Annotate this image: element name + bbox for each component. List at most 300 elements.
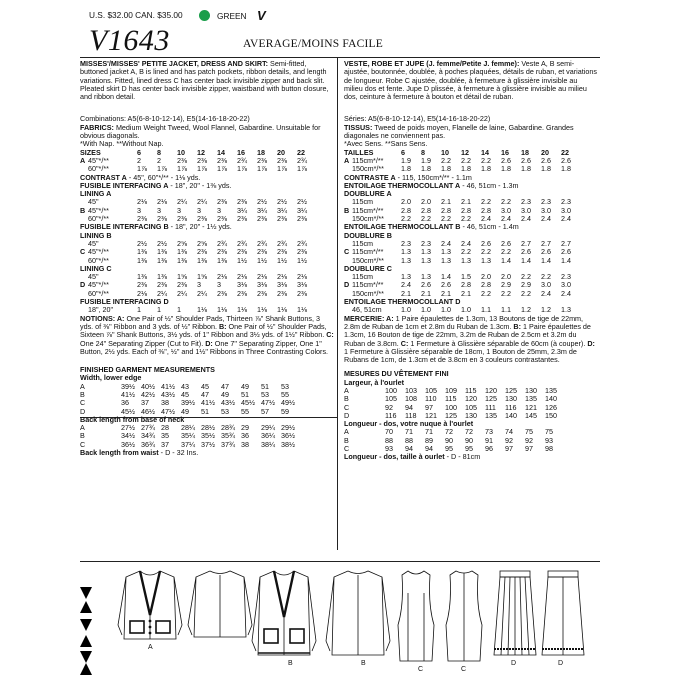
measurement-cell: 135: [485, 410, 497, 420]
amount-cell: 1½: [297, 255, 307, 265]
amount-cell: 2.4: [521, 214, 531, 224]
measurement-cell: 145: [525, 410, 537, 420]
amount-cell: 2.1: [461, 288, 471, 298]
amount-cell: 2⅜: [217, 155, 227, 165]
finished-measurements-title: MESURES DU VÊTEMENT FINI: [344, 369, 449, 379]
waist-length-title: Longueur - dos, taille à ourlet: [344, 452, 445, 462]
measurement-cell: 71: [405, 427, 413, 437]
amount-cell: 1⅛: [257, 305, 267, 315]
bold-run: C:: [400, 338, 409, 348]
measurement-cell: 46½: [141, 406, 155, 416]
measurement-cell: 49: [241, 381, 249, 391]
section-line: [80, 298, 334, 306]
text-run: 1 Fermeture à Glissière séparable de 18cm, 1 Bouton de 25mm, 2.3m de Rubans de 1cm, de 1.3cm et de 3.8cm en 3 couleurs contrastantes.: [344, 346, 577, 365]
measurement-cell: 70: [385, 427, 393, 437]
size-heading: 22: [297, 147, 305, 157]
amount-cell: 1⅜: [157, 272, 167, 282]
amount-cell: 2¾: [237, 238, 247, 248]
measurement-cell: 74: [505, 427, 513, 437]
amount-cell: 2.2: [461, 214, 471, 224]
section-title: DOUBLURE A: [344, 189, 392, 199]
amount-cell: 2.4: [481, 214, 491, 224]
amount-cell: 2.2: [501, 197, 511, 207]
size-heading: 8: [421, 147, 425, 157]
amount-cell: 3¼: [277, 205, 287, 215]
amount-cell: 2⅝: [197, 238, 207, 248]
measurement-cell: 125: [505, 385, 517, 395]
measurement-cell: 95: [445, 444, 453, 454]
waist-length-value: - D - 81cm: [444, 452, 481, 462]
amount-cell: 2.2: [441, 214, 451, 224]
text-run: 1 Paire épaulettes de 1.3cm, 16 Bouton de tige de 22mm, 3.2m de Ruban de 2.5cm et 3.2m du Ruban de 3.8cm.: [344, 321, 591, 348]
amount-cell: 2⅜: [237, 197, 247, 207]
section-title: FUSIBLE INTERFACING A: [80, 180, 169, 190]
section-line: [80, 223, 334, 231]
measurement-cell: 49: [181, 406, 189, 416]
nap-note: *With Nap. **Without Nap.: [80, 139, 164, 149]
amount-cell: 2.6: [501, 238, 511, 248]
measurement-cell: 53: [221, 406, 229, 416]
amount-cell: 2⅛: [277, 272, 287, 282]
fabric-width: 46, 51cm: [352, 305, 382, 315]
amount-cell: 2½: [137, 238, 147, 248]
view-letter: B: [80, 205, 86, 215]
amount-cell: 1.0: [461, 305, 471, 315]
bold-run: D:: [587, 338, 595, 348]
measurement-cell: 45½: [121, 406, 135, 416]
amount-cell: 2.2: [421, 214, 431, 224]
amount-cell: 2.1: [421, 288, 431, 298]
measurement-cell: 47: [201, 389, 209, 399]
prices: U.S. $32.00 CAN. $35.00: [89, 10, 183, 20]
amount-cell: 1.3: [421, 255, 431, 265]
amount-cell: 1.5: [461, 272, 471, 282]
amount-cell: 2.1: [441, 197, 451, 207]
amount-cell: 2.3: [541, 197, 551, 207]
measurement-cell: 75: [545, 427, 553, 437]
view-letter: A: [80, 155, 86, 165]
section-line: [80, 265, 334, 273]
amount-cell: 1⅛: [217, 305, 227, 315]
yardage-row: [80, 281, 334, 289]
yardage-row: [80, 215, 334, 223]
amount-cell: 2⅜: [157, 280, 167, 290]
measurement-cell: 105: [425, 385, 437, 395]
measurement-cell: 36: [121, 398, 129, 408]
notions: [80, 315, 334, 356]
amount-cell: 1⅞: [177, 164, 187, 174]
amount-cell: 2⅛: [137, 288, 147, 298]
yardage-row: [344, 290, 598, 298]
measurement-cell: 36½: [281, 431, 295, 441]
view-letter: A: [80, 381, 85, 391]
amount-cell: 2.6: [521, 247, 531, 257]
finished-measurements-title: FINISHED GARMENT MEASUREMENTS: [80, 365, 215, 375]
amount-cell: 1⅜: [137, 247, 147, 257]
view-letter: A: [344, 385, 349, 395]
measurement-cell: 29¼: [261, 423, 275, 433]
measurement-cell: 28¼: [181, 423, 195, 433]
amount-cell: 1⅞: [237, 164, 247, 174]
combinations-line: Combinations: A5(6-8-10-12-14), E5(14-16-18-20-22): [80, 114, 250, 124]
size-heading: 12: [197, 147, 205, 157]
measurement-cell: 75: [525, 427, 533, 437]
view-letter: C: [80, 439, 86, 449]
measurement-row: [80, 408, 334, 416]
garment-illustrations: [78, 565, 600, 677]
amount-cell: 2¾: [217, 238, 227, 248]
measurement-cell: 110: [425, 394, 437, 404]
yardage-row: [80, 257, 334, 265]
measurement-cell: 28¾: [221, 423, 235, 433]
amount-cell: 1.8: [401, 164, 411, 174]
section-title: FUSIBLE INTERFACING D: [80, 297, 169, 307]
amount-cell: 1.0: [421, 305, 431, 315]
measurement-cell: 41½: [161, 381, 175, 391]
size-heading: 10: [441, 147, 449, 157]
fabric-width: 45"*/**: [88, 247, 109, 257]
amount-cell: 2.2: [461, 155, 471, 165]
bold-run: B:: [513, 321, 521, 331]
measurement-cell: 125: [445, 410, 457, 420]
yardage-row: [80, 306, 334, 314]
yardage-row: [80, 273, 334, 281]
measurement-cell: 121: [525, 402, 537, 412]
notions: [344, 315, 598, 365]
amount-cell: 1: [157, 305, 161, 315]
section-detail: - 18", 20" - 1½ yds.: [168, 222, 232, 232]
text-run: Medium Weight Tweed, Wool Flannel, Gabardine. Unsuitable for obvious diagonals.: [80, 122, 321, 141]
measurement-cell: 97: [425, 402, 433, 412]
amount-cell: 2.6: [421, 280, 431, 290]
amount-cell: 2⅜: [177, 155, 187, 165]
fabric-width: 115cm: [352, 238, 374, 248]
measurement-cell: 45: [181, 389, 189, 399]
amount-cell: 2⅜: [197, 247, 207, 257]
view-letter: D: [80, 280, 86, 290]
measurement-cell: 73: [485, 427, 493, 437]
sizes-label: TAILLES: [344, 147, 374, 157]
amount-cell: 2.2: [521, 288, 531, 298]
amount-cell: 2⅜: [137, 280, 147, 290]
english-column: [80, 60, 334, 457]
measurement-cell: 43: [181, 381, 189, 391]
size-heading: 20: [541, 147, 549, 157]
measurement-cell: 90: [445, 435, 453, 445]
bold-run: TISSUS:: [344, 122, 373, 132]
amount-cell: 2.6: [481, 238, 491, 248]
section-detail: - 46, 51cm - 1.3m: [460, 180, 519, 190]
amount-cell: 1.8: [481, 164, 491, 174]
measurement-cell: 39½: [181, 398, 195, 408]
view-letter: A: [344, 155, 350, 165]
amount-cell: 1.0: [401, 305, 411, 315]
figure-label: A: [148, 644, 153, 651]
description: [80, 60, 334, 101]
amount-cell: 2.8: [441, 205, 451, 215]
measurement-cell: 35: [161, 431, 169, 441]
amount-cell: 2.3: [421, 238, 431, 248]
amount-cell: 1⅜: [137, 255, 147, 265]
amount-cell: 1: [177, 305, 181, 315]
measurement-cell: 45½: [241, 398, 255, 408]
view-letter: A: [80, 423, 85, 433]
amount-cell: 1.8: [501, 164, 511, 174]
section-title: DOUBLURE B: [344, 230, 392, 240]
measurement-cell: 41½: [121, 389, 135, 399]
amount-cell: 2: [137, 155, 141, 165]
measurement-cell: 92: [525, 435, 533, 445]
amount-cell: 1.3: [481, 255, 491, 265]
measurement-cell: 36¾: [141, 439, 155, 449]
measurement-cell: 59: [281, 406, 289, 416]
view-letter: D: [344, 410, 350, 420]
amount-cell: 1.9: [421, 155, 431, 165]
amount-cell: 2¾: [277, 238, 287, 248]
bold-run: D:: [205, 338, 213, 348]
measurement-cell: 88: [405, 435, 413, 445]
bold-run: NOTIONS: A:: [80, 313, 125, 323]
amount-cell: 2.2: [481, 247, 491, 257]
combinations-line: Séries: A5(6-8-10-12-14), E5(14-16-18-20-22): [344, 114, 491, 124]
measurement-cell: 37: [161, 439, 169, 449]
measurement-cell: 94: [405, 444, 413, 454]
measurement-cell: 35¾: [221, 431, 235, 441]
amount-cell: 1⅜: [157, 247, 167, 257]
amount-cell: 1.2: [521, 305, 531, 315]
spacer: [344, 101, 598, 115]
amount-cell: 2.8: [481, 280, 491, 290]
measurement-cell: 116: [385, 410, 397, 420]
amount-cell: 1⅝: [177, 272, 187, 282]
amount-cell: 1.3: [441, 255, 451, 265]
view-letter: B: [344, 205, 350, 215]
amount-cell: 1⅞: [297, 164, 307, 174]
measurement-cell: 121: [425, 410, 437, 420]
amount-cell: 3.0: [501, 205, 511, 215]
section-title: DOUBLURE C: [344, 263, 392, 273]
amount-cell: 2.2: [521, 272, 531, 282]
amount-cell: 2⅜: [237, 288, 247, 298]
measurement-cell: 27¾: [141, 423, 155, 433]
amount-cell: 2⅛: [217, 272, 227, 282]
yardage-row: [344, 165, 598, 173]
amount-cell: 1⅝: [197, 272, 207, 282]
amount-cell: 2⅜: [297, 247, 307, 257]
measurement-cell: 90: [465, 435, 473, 445]
amount-cell: 1.4: [561, 255, 571, 265]
amount-cell: 3.0: [541, 280, 551, 290]
sizes-header-row: [80, 149, 334, 157]
amount-cell: 1⅜: [137, 272, 147, 282]
yardage-row: [344, 215, 598, 223]
fabric-width: 45"*/**: [88, 155, 109, 165]
measurement-cell: 130: [505, 394, 517, 404]
measurement-cell: 29: [241, 423, 249, 433]
fabric-width: 150cm*/**: [352, 164, 384, 174]
measurement-cell: 47: [221, 381, 229, 391]
figure-label: B: [361, 660, 366, 667]
amount-cell: 3.0: [561, 205, 571, 215]
description: [344, 60, 598, 101]
amount-cell: 2¾: [297, 155, 307, 165]
section-line: [80, 190, 334, 198]
amount-cell: 2⅝: [177, 238, 187, 248]
measurement-cell: 72: [465, 427, 473, 437]
column-divider: [337, 57, 338, 550]
fabric-width: 45"*/**: [88, 205, 109, 215]
amount-cell: 1⅜: [217, 255, 227, 265]
bold-run: MERCERIE: A:: [344, 313, 394, 323]
amount-cell: 3⅛: [257, 280, 267, 290]
measurement-cell: 100: [385, 385, 397, 395]
section-detail: - 45", 60"*/** - 1⅛ yds.: [126, 172, 201, 182]
amount-cell: 2⅜: [217, 288, 227, 298]
marker-triangles: [80, 587, 92, 675]
measurement-row: [80, 441, 334, 449]
view-letter: C: [344, 247, 350, 257]
amount-cell: 2.4: [541, 214, 551, 224]
fabric-width: 45": [88, 238, 99, 248]
measurement-cell: 93: [545, 435, 553, 445]
measurement-cell: 120: [485, 385, 497, 395]
amount-cell: 2¾: [257, 238, 267, 248]
measurement-cell: 125: [485, 394, 497, 404]
section-title: LINING A: [80, 189, 112, 199]
size-heading: 10: [177, 147, 185, 157]
measurement-cell: 49½: [281, 398, 295, 408]
bold-run: FABRICS:: [80, 122, 114, 132]
amount-cell: 2⅜: [197, 214, 207, 224]
figures-rule: [80, 561, 600, 562]
fabric-width: 45"*/**: [88, 280, 109, 290]
jacket-a-front-figure: [118, 571, 182, 639]
yardage-row: [80, 165, 334, 173]
fabric-width: 115cm: [352, 272, 374, 282]
section-detail: - 115, 150cm*/** - 1.1m: [395, 172, 472, 182]
amount-cell: 2.2: [461, 247, 471, 257]
amount-cell: 2.6: [501, 155, 511, 165]
measurement-cell: 115: [445, 394, 457, 404]
skirt-d-back-figure: [542, 571, 584, 655]
measurement-cell: 38: [161, 398, 169, 408]
measurement-cell: 98: [545, 444, 553, 454]
section-title: LINING B: [80, 230, 112, 240]
measurement-cell: 37¾: [221, 439, 235, 449]
measurement-cell: 47½: [161, 406, 175, 416]
view-letter: B: [344, 435, 349, 445]
amount-cell: 2½: [297, 197, 307, 207]
amount-cell: 1.3: [441, 247, 451, 257]
amount-cell: 2⅜: [297, 214, 307, 224]
measurement-cell: 72: [445, 427, 453, 437]
bold-run: C:: [326, 330, 334, 340]
fabric-width: 115cm*/**: [352, 155, 384, 165]
amount-cell: 2.9: [521, 280, 531, 290]
measurement-row: [344, 445, 598, 453]
jacket-b-back-figure: [326, 571, 390, 655]
back-length-title: Back length from base of neck: [80, 414, 185, 424]
amount-cell: 2½: [277, 197, 287, 207]
size-heading: 14: [481, 147, 489, 157]
amount-cell: 2.6: [521, 155, 531, 165]
amount-cell: 1: [137, 305, 141, 315]
amount-cell: 2.2: [441, 155, 451, 165]
fabric-width: 60"*/**: [88, 255, 109, 265]
amount-cell: 2⅜: [197, 155, 207, 165]
amount-cell: 2.8: [481, 205, 491, 215]
fabric-width: 115cm*/**: [352, 205, 384, 215]
measurement-cell: 39½: [121, 381, 135, 391]
amount-cell: 2.8: [461, 280, 471, 290]
fabric-width: 60"*/**: [88, 164, 109, 174]
measurement-cell: 105: [385, 394, 397, 404]
measurement-cell: 92: [385, 402, 393, 412]
amount-cell: 2.9: [501, 280, 511, 290]
section-line: [80, 232, 334, 240]
view-letter: C: [80, 247, 86, 257]
measurement-cell: 118: [405, 410, 417, 420]
top-rule: [80, 57, 600, 58]
measurement-cell: 38¼: [261, 439, 275, 449]
amount-cell: 2¼: [197, 288, 207, 298]
view-letter: B: [344, 394, 349, 404]
amount-cell: 2⅛: [157, 197, 167, 207]
amount-cell: 2.2: [501, 288, 511, 298]
amount-cell: 2.1: [401, 288, 411, 298]
measurement-cell: 116: [505, 402, 517, 412]
amount-cell: 1⅛: [277, 305, 287, 315]
measurement-cell: 135: [525, 394, 537, 404]
amount-cell: 2⅜: [237, 214, 247, 224]
amount-cell: 2.2: [481, 288, 491, 298]
amount-cell: 1.3: [401, 255, 411, 265]
amount-cell: 2.2: [541, 272, 551, 282]
section-line: [344, 232, 598, 240]
size-heading: 18: [257, 147, 265, 157]
figure-label: C: [418, 666, 424, 673]
amount-cell: 2.6: [441, 280, 451, 290]
dress-c-back-figure: [446, 571, 482, 661]
amount-cell: 1.1: [481, 305, 491, 315]
measurement-cell: 91: [485, 435, 493, 445]
amount-cell: 3: [157, 205, 161, 215]
amount-cell: 1½: [277, 255, 287, 265]
amount-cell: 1⅜: [177, 255, 187, 265]
amount-cell: 2.4: [501, 214, 511, 224]
measurement-cell: 130: [465, 410, 477, 420]
amount-cell: 1⅜: [197, 255, 207, 265]
amount-cell: 2.1: [441, 288, 451, 298]
amount-cell: 1.8: [561, 164, 571, 174]
amount-cell: 1⅛: [197, 305, 207, 315]
amount-cell: 1.2: [541, 305, 551, 315]
size-heading: 8: [157, 147, 161, 157]
amount-cell: 2.4: [561, 288, 571, 298]
waist-length-title: Back length from waist: [80, 448, 159, 458]
dress-c-front-figure: [398, 571, 434, 661]
amount-cell: 1.4: [521, 255, 531, 265]
amount-cell: 1.4: [541, 255, 551, 265]
section-title: ENTOILAGE THERMOCOLLANT D: [344, 297, 461, 307]
amount-cell: 2½: [257, 197, 267, 207]
fabric-width: 45": [88, 272, 99, 282]
amount-cell: 2⅜: [217, 214, 227, 224]
measurement-cell: 150: [545, 410, 557, 420]
measurement-cell: 28: [161, 423, 169, 433]
measurement-cell: 97: [525, 444, 533, 454]
section-line: [344, 298, 598, 306]
